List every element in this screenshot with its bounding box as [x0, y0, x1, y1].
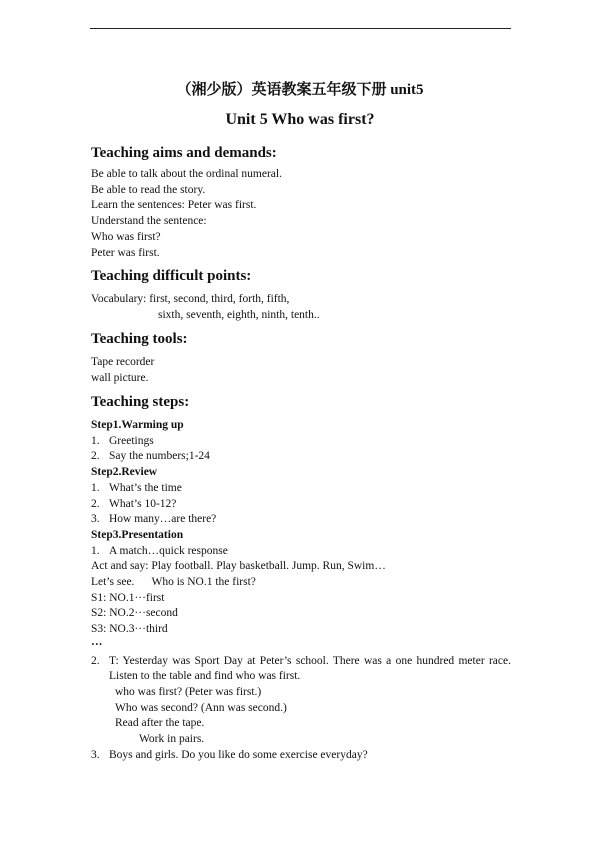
list-item: 2. Say the numbers;1-24	[91, 450, 210, 463]
list-item: 3. Boys and girls. Do you like do some exercise everyday?	[91, 748, 368, 761]
question-line: Who was second? (Ann was second.)	[115, 701, 287, 714]
list-item: 1. Greetings	[91, 434, 154, 447]
instruction-line: Work in pairs.	[139, 733, 205, 746]
list-item: 3. How many…are there?	[91, 513, 217, 526]
difficult-heading: Teaching difficult points:	[91, 268, 252, 284]
aim-line: Learn the sentences: Peter was first.	[91, 199, 257, 212]
step2-title: Step2.Review	[91, 466, 158, 479]
steps-body	[91, 418, 511, 763]
step1-title: Step1.Warming up	[91, 419, 184, 431]
tool-line: wall picture.	[91, 371, 149, 384]
list-item: 2. What’s 10-12?	[91, 497, 177, 510]
vocabulary-line-1: Vocabulary: first, second, third, forth, fifth,	[91, 293, 290, 305]
dialog-line: S3: NO.3···third	[91, 623, 168, 636]
list-item: 2. T: Yesterday was Sport Day at Peter’s school. There was a one hundred meter race. Listen to the table and find who was first.	[91, 654, 511, 683]
act-line: Act and say: Play football. Play basketball. Jump. Run, Swim…	[91, 560, 386, 573]
steps-heading: Teaching steps:	[91, 394, 190, 410]
instruction-line: Read after the tape.	[115, 717, 205, 730]
aim-line: Be able to read the story.	[91, 183, 206, 196]
dialog-line: S1: NO.1···first	[91, 591, 165, 604]
aim-line: Be able to talk about the ordinal numeral.	[91, 168, 282, 180]
question-line: who was first? (Peter was first.)	[115, 685, 262, 698]
dialog-line: S2: NO.2···second	[91, 607, 178, 620]
aim-line: Understand the sentence:	[91, 215, 207, 228]
list-item: 1. A match…quick response	[91, 544, 228, 557]
document-title: （湘少版）英语教案五年级下册 unit5	[176, 82, 424, 98]
header-rule	[90, 28, 511, 29]
aim-line: Who was first?	[91, 230, 161, 243]
ellipsis-line: ···	[91, 638, 103, 651]
lets-see-line: Let’s see. Who is NO.1 the first?	[91, 576, 256, 589]
list-item: 1. What’s the time	[91, 481, 182, 494]
step3-title: Step3.Presentation	[91, 528, 184, 541]
aim-line: Peter was first.	[91, 246, 160, 259]
tools-heading: Teaching tools:	[91, 331, 188, 347]
unit-title: Unit 5 Who was first?	[225, 111, 375, 128]
tools-list	[91, 355, 154, 386]
tool-line: Tape recorder	[91, 356, 155, 368]
aims-list	[91, 167, 282, 261]
aims-heading: Teaching aims and demands:	[91, 145, 277, 161]
vocabulary-line-2: sixth, seventh, eighth, ninth, tenth..	[158, 309, 320, 321]
